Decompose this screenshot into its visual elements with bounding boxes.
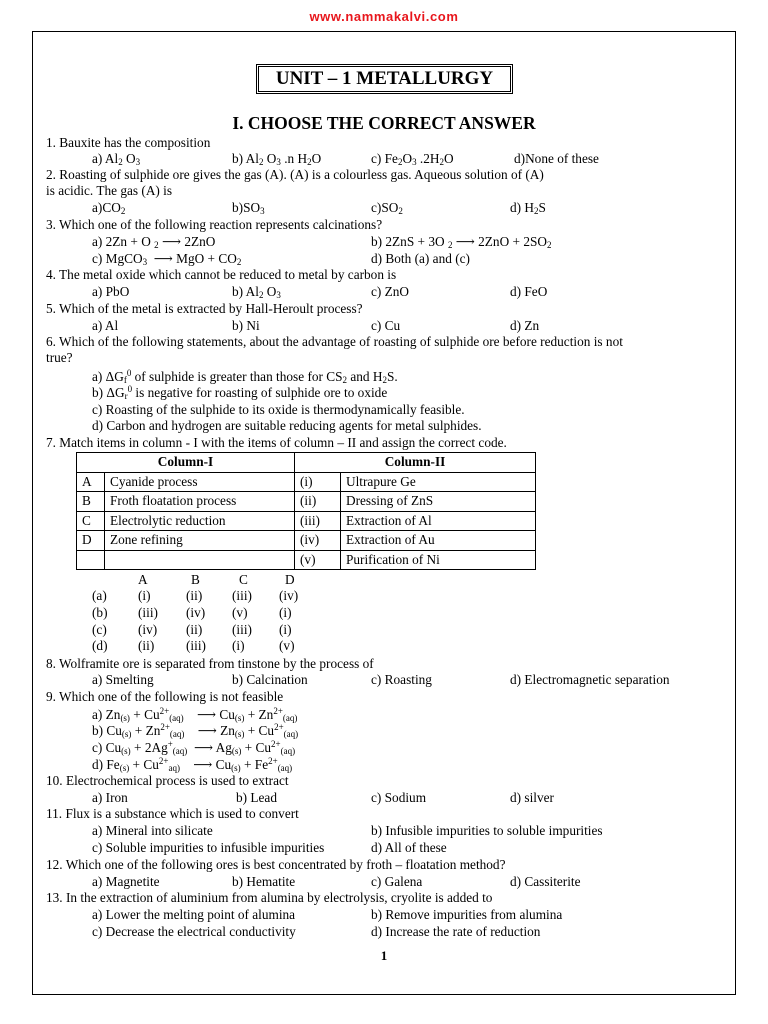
table-cell: Froth floatation process — [105, 492, 295, 512]
text-line: A — [138, 572, 148, 587]
text-line: a) Lower the melting point of alumina — [92, 907, 296, 922]
text-line: (iii) — [138, 605, 158, 620]
text-line: D — [285, 572, 295, 587]
text-line: 10. Electrochemical process is used to extract — [46, 773, 289, 788]
match-table — [76, 452, 536, 570]
text-line: 4. The metal oxide which cannot be reduced to metal by carbon is — [46, 267, 397, 282]
site-url[interactable]: www.nammakalvi.com — [309, 9, 459, 24]
text-line: b) Lead — [236, 790, 277, 805]
text-line: a) $Al_2$ $O_3$ — [92, 151, 141, 167]
table-cell: Zone refining — [105, 531, 295, 551]
text-line: d) Increase the rate of reduction — [371, 924, 541, 939]
text-line: (iii) — [232, 588, 252, 603]
text-line: b) $Al_2$ $O_3$ .n $H_2O$ — [232, 151, 322, 167]
text-line: b) Remove impurities from alumina — [371, 907, 563, 922]
text-line: a) PbO — [92, 284, 130, 299]
text-line: (iv) — [186, 605, 206, 620]
text-line: 6. Which of the following statements, about the advantage of roasting of sulphide ore before reduction is not — [46, 334, 623, 349]
text-line: b) $\Delta G_r^0$ is negative for roasting of sulphide ore to oxide — [92, 384, 388, 401]
table-row — [77, 492, 536, 512]
text-line: B — [191, 572, 200, 587]
table-cell: A — [77, 472, 105, 492]
text-line: b) Hematite — [232, 874, 296, 889]
text-line: 12. Which one of the following ores is best concentrated by froth – floatation method? — [46, 857, 506, 872]
match-table-header — [77, 453, 536, 473]
text-line: 1. Bauxite has the composition — [46, 135, 211, 150]
text-line: d) Zn — [510, 318, 540, 333]
table-cell: D — [77, 531, 105, 551]
table-cell: Extraction of Au — [341, 531, 536, 551]
table-row — [77, 531, 536, 551]
table-cell: Ultrapure Ge — [341, 472, 536, 492]
table-cell — [105, 550, 295, 570]
text-line: d) $H_2S$ — [510, 200, 546, 216]
text-line: true? — [46, 350, 73, 365]
text-line: (ii) — [138, 638, 155, 653]
text-line: (b) — [92, 605, 108, 620]
text-line: a) Smelting — [92, 672, 154, 687]
table-cell: Dressing of ZnS — [341, 492, 536, 512]
text-line: (i) — [138, 588, 151, 603]
column-header: Column-I — [77, 453, 295, 473]
text-line: 3. Which one of the following reaction represents calcinations? — [46, 217, 383, 232]
table-row — [77, 511, 536, 531]
text-line: a) Magnetite — [92, 874, 160, 889]
text-line: c) Galena — [371, 874, 423, 889]
text-line: (iv) — [138, 622, 158, 637]
text-line: a) Iron — [92, 790, 128, 805]
text-line: a) Al — [92, 318, 119, 333]
text-line: 11. Flux is a substance which is used to convert — [46, 806, 299, 821]
table-cell: (iii) — [295, 511, 341, 531]
table-cell: Extraction of Al — [341, 511, 536, 531]
table-cell: C — [77, 511, 105, 531]
table-cell: (ii) — [295, 492, 341, 512]
text-line: d) Cassiterite — [510, 874, 581, 889]
text-line: 5. Which of the metal is extracted by Hall-Heroult process? — [46, 301, 363, 316]
text-line: 2. Roasting of sulphide ore gives the gas (A). (A) is a colourless gas. Aqueous solution of (A) — [46, 167, 544, 182]
table-cell: (v) — [295, 550, 341, 570]
text-line: $c)SO_2$ — [371, 200, 403, 216]
text-line: d) Both (a) and (c) — [371, 251, 470, 266]
text-line: b) Ni — [232, 318, 260, 333]
text-line: (iii) — [186, 638, 206, 653]
text-line: d) Electromagnetic separation — [510, 672, 670, 687]
text-line: 8. Wolframite ore is separated from tinstone by the process of — [46, 656, 374, 671]
text-line: b) Infusible impurities to soluble impurities — [371, 823, 603, 838]
text-line: $a)CO_2$ — [92, 200, 126, 216]
text-line: $b)SO_3$ — [232, 200, 265, 216]
text-line: C — [239, 572, 248, 587]
text-line: (c) — [92, 622, 107, 637]
text-line: is acidic. The gas (A) is — [46, 183, 173, 198]
text-line: c) Cu — [371, 318, 401, 333]
page-number: 1 — [380, 948, 388, 963]
text-line: a) 2Zn + O $_2$ ⟶ 2ZnO — [92, 234, 216, 250]
table-cell: Cyanide process — [105, 472, 295, 492]
text-line: d) $Fe_{(s)} + Cu^{2+}_{aq)}$ ⟶ $Cu_{(s)} + Fe^{2+}_{(aq)}$ — [92, 756, 293, 773]
table-row — [77, 550, 536, 570]
text-line: (ii) — [186, 622, 203, 637]
text-line: b) 2ZnS + 3O $_2$ ⟶ $2ZnO + 2SO_2$ — [371, 234, 552, 250]
text-line: (d) — [92, 638, 108, 653]
text-line: a) Mineral into silicate — [92, 823, 213, 838]
text-line: (i) — [232, 638, 245, 653]
section-heading: I. CHOOSE THE CORRECT ANSWER — [232, 113, 536, 133]
text-line: c) ZnO — [371, 284, 410, 299]
table-cell: Electrolytic reduction — [105, 511, 295, 531]
text-line: (v) — [279, 638, 295, 653]
text-line: (i) — [279, 605, 292, 620]
text-line: d) silver — [510, 790, 554, 805]
table-cell: Purification of Ni — [341, 550, 536, 570]
text-line: c) Roasting of the sulphide to its oxide is thermodynamically feasible. — [92, 402, 465, 417]
column-header: Column-II — [295, 453, 536, 473]
text-line: c) Soluble impurities to infusible impurities — [92, 840, 325, 855]
unit-title: UNIT – 1 METALLURGY — [256, 64, 513, 94]
text-line: (ii) — [186, 588, 203, 603]
text-line: (iv) — [279, 588, 299, 603]
text-line: (i) — [279, 622, 292, 637]
table-cell — [77, 550, 105, 570]
table-cell: (i) — [295, 472, 341, 492]
text-line: c) Sodium — [371, 790, 427, 805]
text-line: c) $Fe_2O_3$ $.2H_2O$ — [371, 151, 454, 167]
text-line: c) Roasting — [371, 672, 432, 687]
text-line: 7. Match items in column - I with the items of column – II and assign the correct code. — [46, 435, 507, 450]
text-line: (a) — [92, 588, 107, 603]
text-line: c) Decrease the electrical conductivity — [92, 924, 296, 939]
text-line: c) $Cu_{(s)} + 2Ag^+_{(aq)}$ ⟶ $Ag_{(s)} + Cu^{2+}_{(aq)}$ — [92, 739, 296, 756]
text-line: (v) — [232, 605, 248, 620]
text-line: b) Calcination — [232, 672, 308, 687]
text-line: 13. In the extraction of aluminium from alumina by electrolysis, cryolite is added to — [46, 890, 493, 905]
table-cell: B — [77, 492, 105, 512]
text-line: c) MgCO$_3$ ⟶ MgO + $CO_2$ — [92, 251, 242, 267]
text-line: d)None of these — [514, 151, 599, 166]
text-line: a) $Zn_{(s)} + Cu^{2+}_{(aq)}$ ⟶ $Cu_{(s)} + Zn^{2+}_{(aq)}$ — [92, 706, 298, 723]
text-line: 9. Which one of the following is not feasible — [46, 689, 284, 704]
text-line: d) All of these — [371, 840, 447, 855]
text-line: b) $Cu_{(s)} + Zn^{2+}_{(aq)}$ ⟶ $Zn_{(s)} + Cu^{2+}_{(aq)}$ — [92, 722, 299, 739]
text-line: (iii) — [232, 622, 252, 637]
text-line: b) $Al_2$ $O_3$ — [232, 284, 281, 300]
text-line: d) FeO — [510, 284, 548, 299]
text-line: d) Carbon and hydrogen are suitable reducing agents for metal sulphides. — [92, 418, 482, 433]
table-cell: (iv) — [295, 531, 341, 551]
table-row — [77, 472, 536, 492]
text-line: a) $\Delta G_f^0$ of sulphide is greater than those for $CS_2$ and $H_2S$. — [92, 368, 398, 385]
